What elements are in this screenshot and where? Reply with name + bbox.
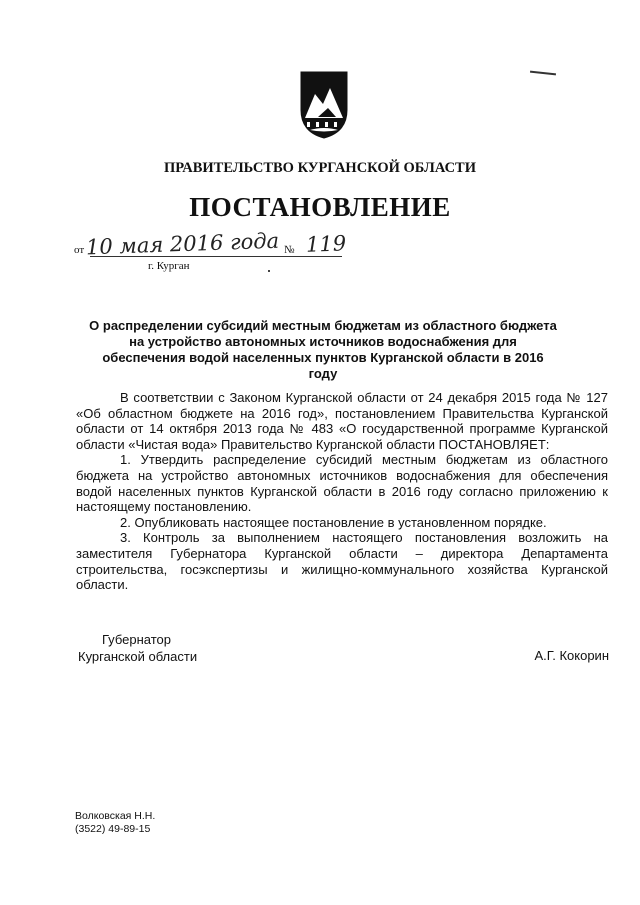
stray-dot xyxy=(268,270,270,272)
document-body xyxy=(76,390,608,593)
document-subject: О распределении субсидий местным бюджетам из областного бюджета на устройство автономных источников водоснабжения для обеспечения водой населенных пунктов Курганской области в 2016 году xyxy=(89,318,557,381)
date-from-label: от xyxy=(74,244,85,256)
performer-block xyxy=(75,810,155,836)
handwritten-number: 119 xyxy=(305,231,347,257)
body-item-2: 2. Опубликовать настоящее постановление в установленном порядке. xyxy=(120,514,547,530)
government-name: ПРАВИТЕЛЬСТВО КУРГАНСКОЙ ОБЛАСТИ xyxy=(163,160,476,176)
signatory-position xyxy=(78,631,197,665)
document-type-title: ПОСТАНОВЛЕНИЕ xyxy=(189,192,451,222)
position-line-2: Курганской области xyxy=(78,649,198,664)
city-label: г. Курган xyxy=(148,260,190,272)
corner-pen-mark xyxy=(530,71,556,76)
handwritten-date: 10 мая 2016 года xyxy=(85,228,280,260)
preamble-paragraph: В соответствии с Законом Курганской области от 24 декабря 2015 года № 127 «Об областном бюджете на 2016 год», постановлением Правительства Курганской области от 14 октября 2013 года № 483 «О государственной программе Курганской области «Чистая вода» Правительство Курганской области ПОСТАНОВЛЯЕТ: xyxy=(76,390,608,452)
coat-of-arms-icon xyxy=(298,70,350,140)
signatory-name: А.Г. Кокорин xyxy=(534,648,609,663)
performer-name: Волковская Н.Н. xyxy=(75,810,156,822)
number-label: № xyxy=(284,244,295,256)
position-line-1: Губернатор xyxy=(102,632,171,647)
body-item-3: 3. Контроль за выполнением настоящего постановления возложить на заместителя Губернатора Курганской области – директора Департамента строительства, госэкспертизы и жилищно-коммунального хозяйства Курганской области. xyxy=(76,530,608,593)
body-item-1: 1. Утвердить распределение субсидий местным бюджетам из областного бюджета на устройство автономных источников водоснабжения для обеспечения водой населенных пунктов Курганской области в 2016 году согласно приложению к настоящему постановлению. xyxy=(76,452,608,515)
date-number-line xyxy=(74,228,374,260)
performer-phone: (3522) 49-89-15 xyxy=(75,823,151,835)
